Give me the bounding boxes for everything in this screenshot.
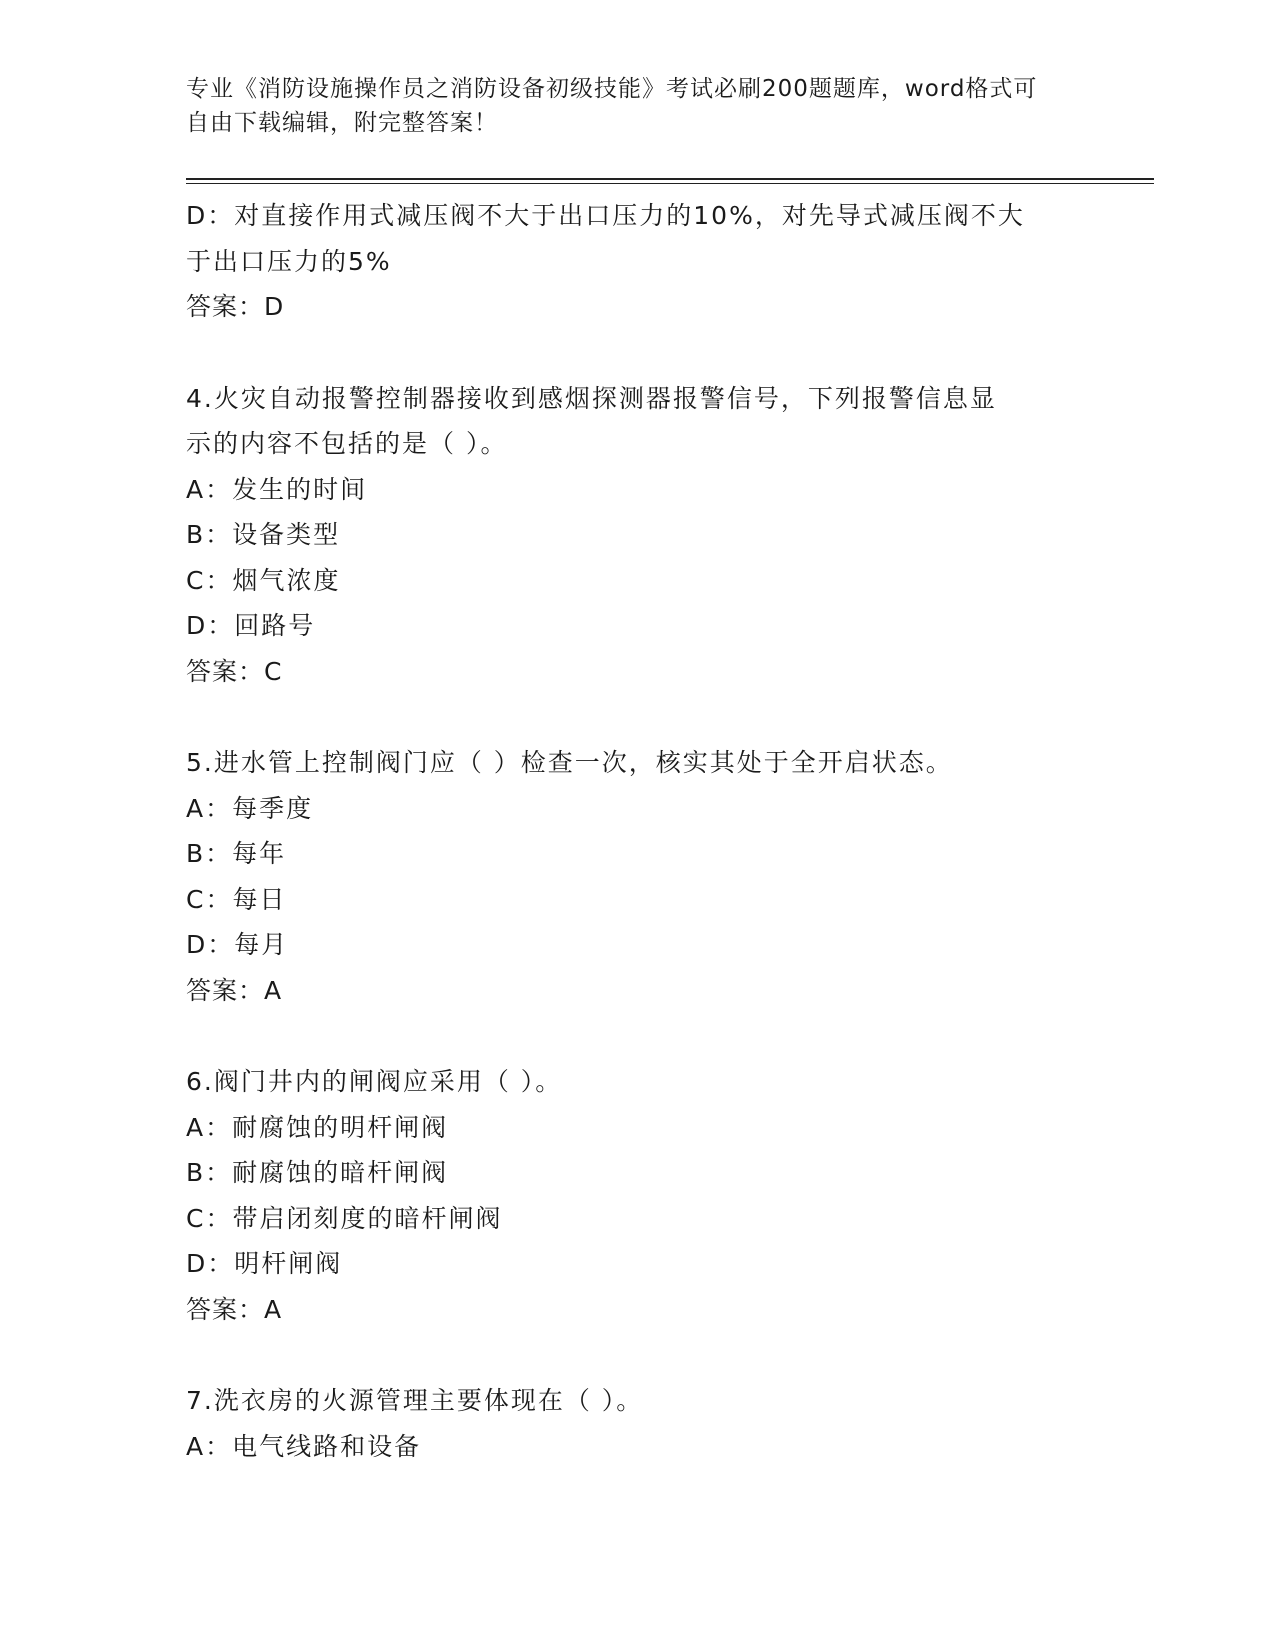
question-stem-line-1: 6.阀门井内的闸阀应采用（ ）。 bbox=[186, 1067, 563, 1096]
question-7 bbox=[186, 1378, 1086, 1469]
option-a: A：耐腐蚀的明杆闸阀 bbox=[186, 1112, 449, 1142]
option-d-line-2: 于出口压力的5% bbox=[186, 246, 392, 276]
option-d: D：回路号 bbox=[186, 611, 316, 640]
option-b: B：设备类型 bbox=[186, 520, 341, 549]
block-spacer bbox=[186, 1013, 1086, 1059]
option-d-line-1: D：对直接作用式减压阀不大于出口压力的10%，对先导式减压阀不大 bbox=[186, 201, 1025, 230]
header-title-line-1: 专业《消防设施操作员之消防设备初级技能》考试必刷200题题库，word格式可 bbox=[186, 76, 1038, 102]
block-spacer bbox=[186, 330, 1086, 376]
answer-line: 答案：A bbox=[186, 975, 283, 1005]
option-b: B：耐腐蚀的暗杆闸阀 bbox=[186, 1158, 449, 1187]
answer-line: 答案：D bbox=[186, 292, 285, 321]
answer-line: 答案：A bbox=[186, 1294, 283, 1324]
option-d: D：明杆闸阀 bbox=[186, 1249, 343, 1278]
question-content bbox=[186, 193, 1086, 1469]
question-5 bbox=[186, 740, 1086, 1013]
option-c: C：烟气浓度 bbox=[186, 565, 341, 595]
document-header bbox=[186, 72, 1066, 140]
answer-line: 答案：C bbox=[186, 656, 283, 686]
option-c: C：每日 bbox=[186, 884, 287, 914]
question-stem-line-2: 示的内容不包括的是（ ）。 bbox=[186, 429, 508, 458]
question-stem-line-1: 5.进水管上控制阀门应（ ）检查一次，核实其处于全开启状态。 bbox=[186, 748, 953, 777]
block-spacer bbox=[186, 694, 1086, 740]
question-stem-line-1: 4.火灾自动报警控制器接收到感烟探测器报警信号，下列报警信息显 bbox=[186, 383, 997, 413]
option-a: A：电气线路和设备 bbox=[186, 1431, 422, 1461]
question-3-continuation bbox=[186, 193, 1086, 330]
header-title-line-2: 自由下载编辑，附完整答案！ bbox=[186, 110, 498, 136]
option-a: A：发生的时间 bbox=[186, 474, 368, 504]
option-b: B：每年 bbox=[186, 839, 287, 868]
header-divider-thin bbox=[186, 183, 1154, 184]
option-c: C：带启闭刻度的暗杆闸阀 bbox=[186, 1203, 503, 1233]
question-4 bbox=[186, 376, 1086, 695]
option-a: A：每季度 bbox=[186, 793, 314, 823]
question-6 bbox=[186, 1059, 1086, 1332]
header-divider-thick bbox=[186, 178, 1154, 180]
question-stem-line-1: 7.洗衣房的火源管理主要体现在（ ）。 bbox=[186, 1386, 644, 1415]
block-spacer bbox=[186, 1332, 1086, 1378]
option-d: D：每月 bbox=[186, 930, 289, 959]
